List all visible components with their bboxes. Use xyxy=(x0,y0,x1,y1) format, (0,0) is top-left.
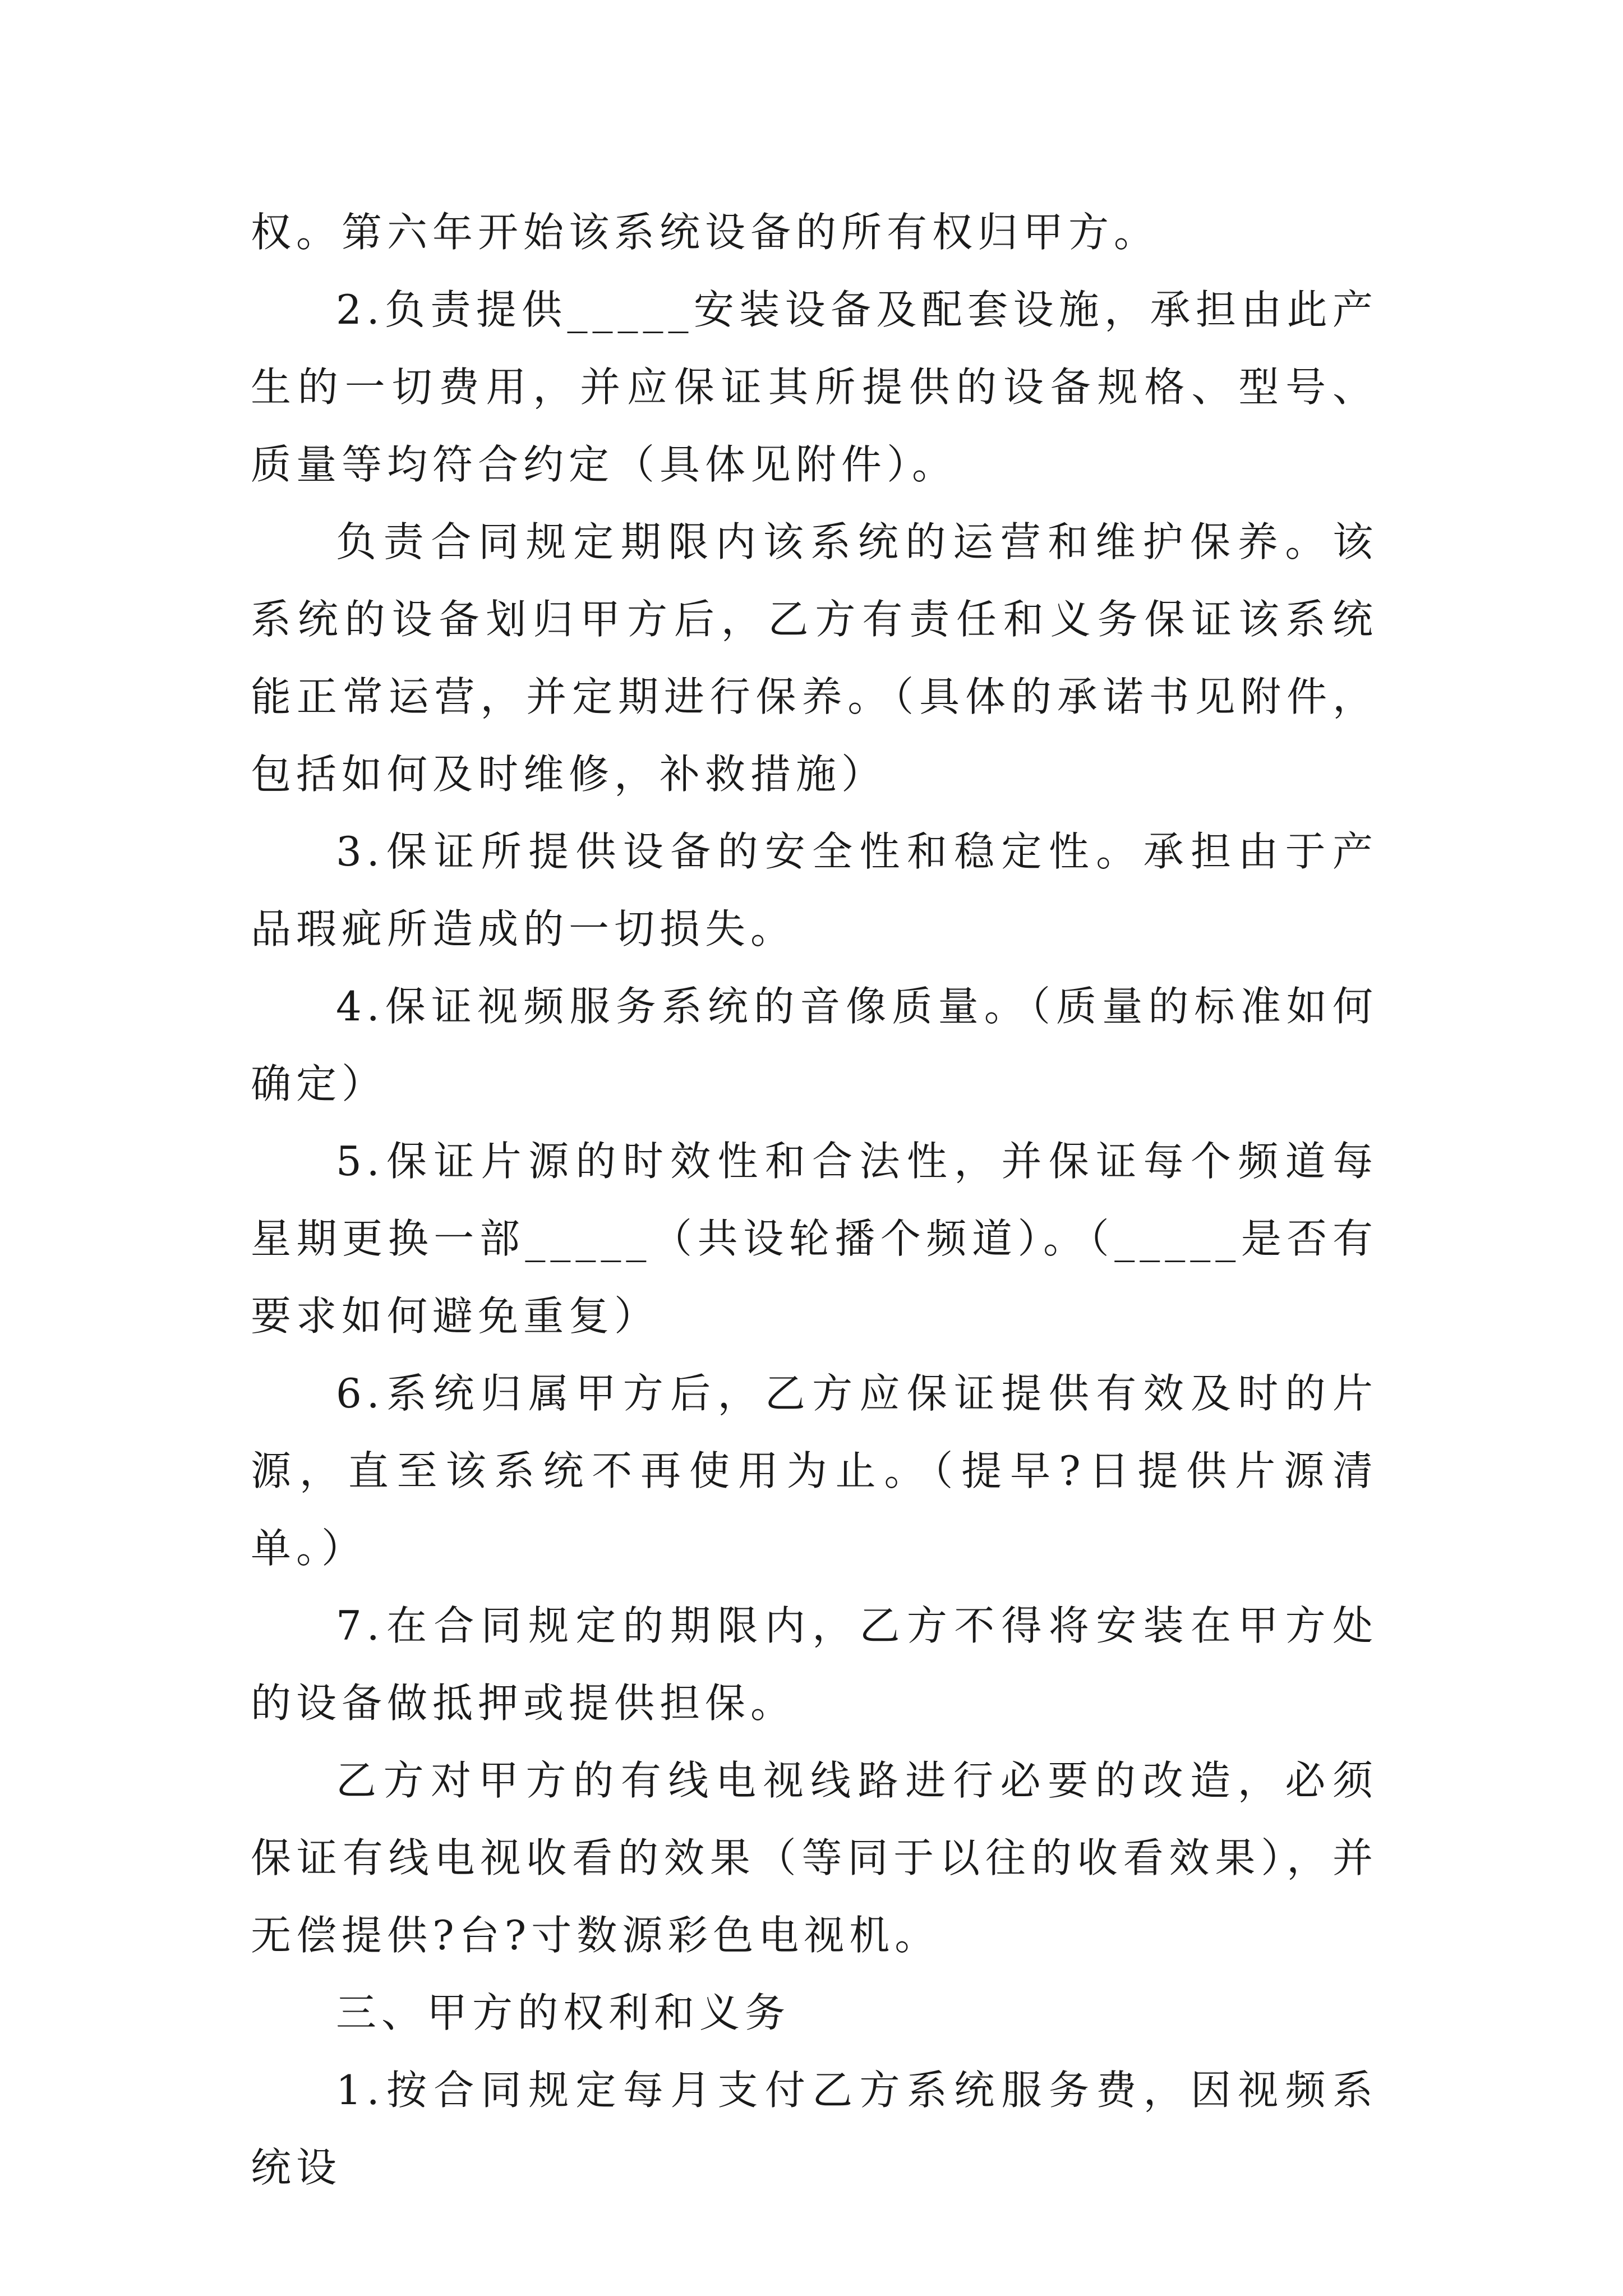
paragraph-item-5-sources: 5.保证片源的时效性和合法性，并保证每个频道每星期更换一部_____（共设轮播个频道）。（_____是否有要求如何避免重复） xyxy=(251,1138,1378,1340)
paragraph-item-1-payment: 1.按合同规定每月支付乙方系统服务费，因视频系统设 xyxy=(251,2067,1378,2191)
paragraph-item-7-mortgage: 7.在合同规定的期限内，乙方不得将安装在甲方处的设备做抵押或提供担保。 xyxy=(251,1602,1378,1727)
paragraph-cable-renovation: 乙方对甲方的有线电视线路进行必要的改造，必须保证有线电视收看的效果（等同于以往的收看效果），并无偿提供?台?寸数源彩色电视机。 xyxy=(251,1757,1378,1959)
section-heading-party-a-rights: 三、甲方的权利和义务 xyxy=(336,1989,791,2036)
paragraph-item-6-supply: 6.系统归属甲方后，乙方应保证提供有效及时的片源，直至该系统不再使用为止。（提早?日提供片源清单。） xyxy=(251,1370,1378,1572)
paragraph-item-3-safety: 3.保证所提供设备的安全性和稳定性。承担由于产品瑕疵所造成的一切损失。 xyxy=(251,828,1378,953)
paragraph-item-2-equipment: 2.负责提供_____安装设备及配套设施，承担由此产生的一切费用，并应保证其所提供的设备规格、型号、质量等均符合约定（具体见附件）。 xyxy=(251,286,1378,488)
paragraph-item-4-quality: 4.保证视频服务系统的音像质量。（质量的标准如何确定） xyxy=(251,983,1378,1107)
document-body xyxy=(251,194,1378,2206)
paragraph-operation-maintenance: 负责合同规定期限内该系统的运营和维护保养。该系统的设备划归甲方后，乙方有责任和义务保证该系统能正常运营，并定期进行保养。（具体的承诺书见附件，包括如何及时维修，补救措施） xyxy=(251,518,1378,798)
paragraph-ownership-transfer: 权。第六年开始该系统设备的所有权归甲方。 xyxy=(251,209,1160,256)
